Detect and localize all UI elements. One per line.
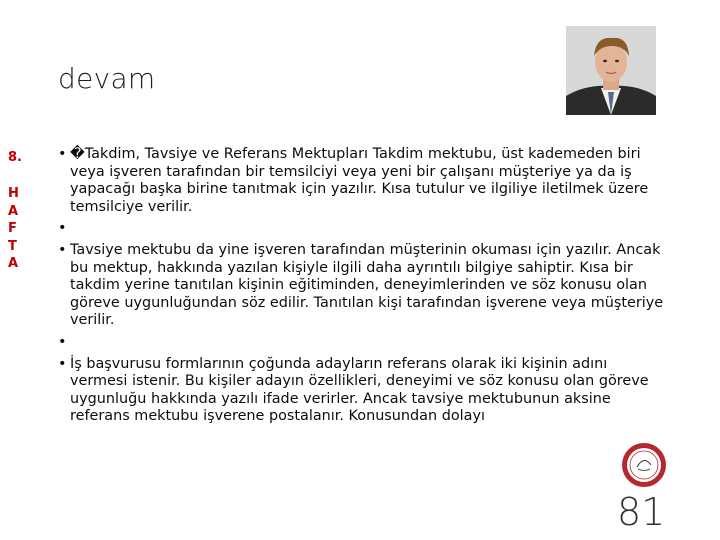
- side-letter: A: [8, 256, 19, 271]
- author-photo: [566, 26, 656, 115]
- slide-title: devam: [58, 62, 156, 95]
- bullet-item: • �Takdim, Tavsiye ve Referans Mektupları Takdim mektubu, üst kademeden biri veya işveren tarafından bir temsilciyi veya yeni bir çalışanı müşteriye ya da iş yapacağı başka birine tanıtmak için yazılır. Kısa tutulur ve ilgiliye iletilmek üzere temsilciye verilir.: [58, 146, 668, 216]
- side-number: 8.: [8, 150, 22, 165]
- bullet-item-empty: [58, 220, 668, 238]
- bullet-item: • İş başvurusu formlarının çoğunda adayların referans olarak iki kişinin adını vermesi istenir. Bu kişiler adayın özellikleri, deneyimi ve söz konusu olan göreve uygunluğu hakkında yazılı ifade verirler. Ancak tavsiye mektubunun aksine referans mektubu işverene postalanır. Konusundan dolayı: [58, 356, 668, 426]
- bullet-item: • Tavsiye mektubu da yine işveren tarafından müşterinin okuması için yazılır. Ancak bu mektup, hakkında yazılan kişiyle ilgili daha ayrıntılı bilgiye sahiptir. Kısa bir takdim yerine tanıtılan kişinin eğitiminden, deneyimlerinden ve söz konusu olan göreve uygunluğundan söz edilir. Tanıtılan kişi tarafından işverene veya müşteriye verilir.: [58, 242, 668, 330]
- bullet-list: [58, 146, 668, 426]
- side-letters: [8, 185, 28, 273]
- side-letter: T: [8, 238, 17, 254]
- side-letter: H: [8, 186, 19, 201]
- bullet-item-empty: [58, 334, 668, 352]
- page-number: 81: [617, 490, 666, 534]
- side-letter: F: [8, 221, 17, 236]
- university-seal-logo: [620, 441, 668, 489]
- side-label: [8, 150, 28, 273]
- side-letter: A: [8, 203, 19, 219]
